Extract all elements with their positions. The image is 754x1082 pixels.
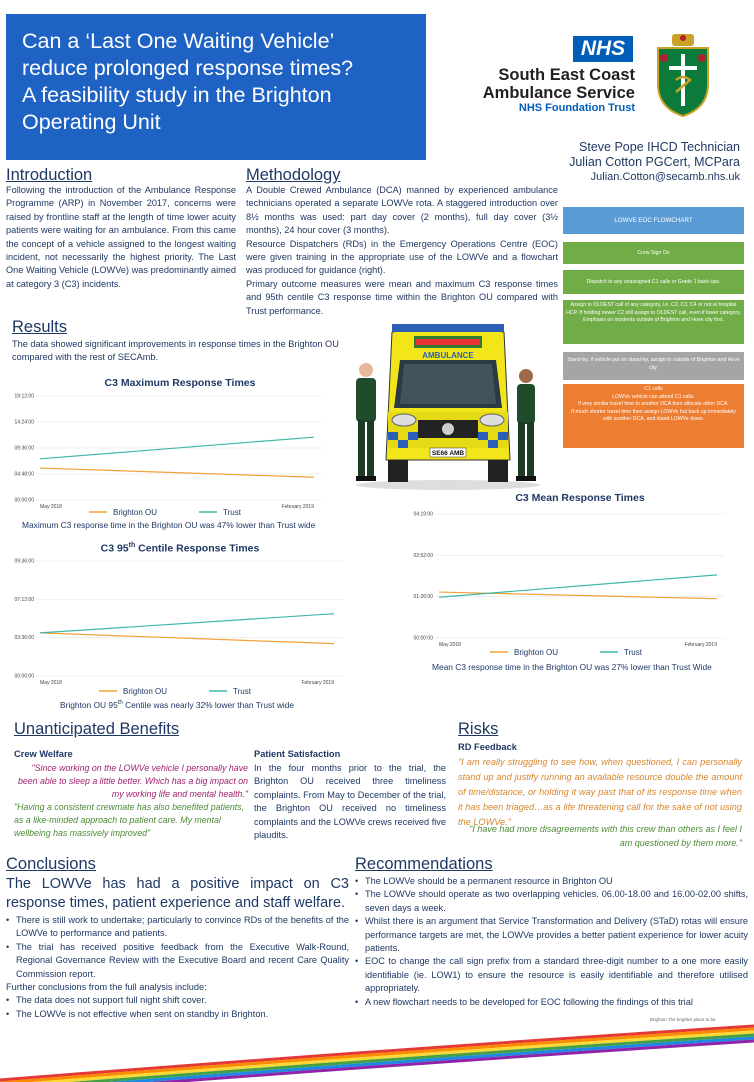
chart-max-title: C3 Maximum Response Times xyxy=(104,377,256,389)
author-block xyxy=(480,140,740,185)
methodology-text xyxy=(246,184,558,318)
y-tick-label: 01:26:00 xyxy=(413,594,433,601)
recommendation-item-2: • The LOWVe should operate as two overlapping vehicles. 06.00-18.00 and 16.00-02.00 shifts, seven days a week. xyxy=(355,888,748,915)
further-item-1: • The data does not support full night shift cover. xyxy=(6,994,349,1007)
y-tick-label: 00:00:00 xyxy=(14,497,34,504)
x-tick-label: February 2019 xyxy=(281,504,314,510)
flowchart-step-sign-on: Crew Sign On xyxy=(563,242,744,264)
conclusions-further: Further conclusions from the full analysis include: xyxy=(6,982,207,993)
chart-max-response xyxy=(10,390,340,518)
chart-mean-caption: Mean C3 response time in the Brighton OU was 27% lower than Trust Wide xyxy=(432,662,712,672)
methodology-paragraph-3: Primary outcome measures were mean and maximum C3 response times and 95th centile C3 response time within the Brighton OU compared with Trust performance. xyxy=(246,278,558,316)
methodology-paragraph-1: A Double Crewed Ambulance (DCA) manned by experienced ambulance technicians operated a separate LOWVe rota. A staggered introduction over 8½ months was used: part day cover (2 months), full day cover (3½ months), 24 hour cover (3 months). xyxy=(246,185,558,236)
ambulance-number-plate: SE66 AMB xyxy=(431,450,465,457)
risks-heading: Risks xyxy=(458,720,499,738)
legend-label: Trust xyxy=(223,508,241,517)
legend-label: Brighton OU xyxy=(514,648,559,657)
x-tick-label: February 2019 xyxy=(684,642,717,648)
risk-quote-1: "I am really struggling to see how, when questioned, I can personally stand up and justify running an available resource double the amount of time/distance, or holding it way past that of its response time when it has been triaged…as a life threatening call for the sake of not using the LOWVe." xyxy=(458,757,742,827)
x-tick-label: February 2019 xyxy=(301,680,334,686)
y-tick-label: 19:12:00 xyxy=(14,393,34,400)
series-line xyxy=(439,592,717,599)
recommendations-heading: Recommendations xyxy=(355,855,493,873)
recommendation-item-4: • EOC to change the call sign prefix from a standard three-digit number to a one more easily identifiable (ie. LOW1) to ensure the resource is easily identifiable and therefore utilised appropriately. xyxy=(355,955,748,995)
results-intro: The data showed significant improvements in response times in the Brighton OU compared with the rest of SECAmb. xyxy=(12,339,339,363)
author-email[interactable]: Julian.Cotton@secamb.nhs.uk xyxy=(590,171,740,183)
org-name xyxy=(480,66,635,102)
chart-95-response xyxy=(10,556,350,696)
y-tick-label: 00:00:00 xyxy=(14,673,34,680)
chart-mean-title: C3 Mean Response Times xyxy=(515,492,645,504)
risk-quote-2: "I have had more disagreements with this crew than others as I feel I am questioned by them more." xyxy=(469,824,742,848)
introduction-text: Following the introduction of the Ambulance Response Programme (ARP) in November 2017, concerns were raised by frontline staff at the length of time lower acuity patients were waiting for an ambulance. From this came the concept of a vehicle assigned to the longest waiting incident, not necessarily the highest priority. The Last One Waiting Vehicle (LOWVe) was predominantly aimed at category 3 (C3) incidents. xyxy=(6,185,236,289)
patient-satisfaction-text: In the four months prior to the trial, the Brighton OU received three timeliness complaints. From May to December of the trial, the Brighton OU received no timeliness complaints and the LOWVe crews received five plaudits. xyxy=(254,763,447,841)
crew-quote-1: "Since working on the LOWVe vehicle I personally have been able to sleep a little better. Which has a big impact on my working life and mental health." xyxy=(18,763,248,799)
rd-feedback-heading: RD Feedback xyxy=(458,742,517,752)
crew-welfare-heading: Crew Welfare xyxy=(14,749,73,759)
conclusions-heading: Conclusions xyxy=(6,855,96,873)
recommendations-list xyxy=(355,875,748,1009)
legend-label: Brighton OU xyxy=(113,508,158,517)
chart-95-title: C3 95th Centile Response Times xyxy=(100,542,260,555)
series-line xyxy=(40,614,334,633)
org-name-line-2: Ambulance Service xyxy=(482,84,635,102)
y-tick-label: 04:48:00 xyxy=(14,471,34,478)
flowchart-step-assign-oldest: Assign to OLDEST call of any category, i.e. C2, C3, C4 or not at hospital HCP. If holding newer C2 still assign to OLDEST call, even if lower category. Emphasis on incidents outside of Brighton and Hove city first. xyxy=(563,300,744,344)
y-tick-label: 14:24:00 xyxy=(14,419,34,426)
poster-title-line-1: Can a ‘Last One Waiting Vehicle’ xyxy=(22,29,335,53)
methodology-heading: Methodology xyxy=(246,166,341,184)
org-subtitle: NHS Foundation Trust xyxy=(518,102,635,114)
series-line xyxy=(40,468,314,477)
patient-satisfaction-heading: Patient Satisfaction xyxy=(254,749,341,759)
footer-tagline: Brighton The brighter place to be xyxy=(650,1017,716,1022)
flowchart-c1-line-1: LOWVe vehicle can attend C1 calls. xyxy=(612,393,695,400)
y-tick-label: 02:52:00 xyxy=(413,552,433,559)
further-item-2: • The LOWVe is not effective when sent on standby in Brighton. xyxy=(6,1008,349,1021)
methodology-paragraph-2: Resource Dispatchers (RDs) in the Emergency Operations Centre (EOC) were given training in the appropriate use of the LOWVe and a flowchart was produced for guidance (right). xyxy=(246,238,558,276)
y-tick-label: 04:19:00 xyxy=(413,511,433,518)
flowchart-step-dispatch: Dispatch to any unassigned C1 calls or Grade 1 back-ups. xyxy=(563,270,744,294)
legend-label: Trust xyxy=(624,648,642,657)
nhs-logo: NHS xyxy=(573,36,633,62)
paramedic-figure-right xyxy=(516,369,536,481)
title-banner xyxy=(6,14,426,160)
x-tick-label: May 2018 xyxy=(40,680,62,686)
poster-title-line-2: reduce prolonged response times? xyxy=(22,56,354,80)
ambulance-illustration xyxy=(348,320,548,492)
recommendation-item-5: • A new flowchart needs to be developed for EOC following the findings of this trial xyxy=(355,996,748,1009)
y-tick-label: 09:36:00 xyxy=(14,558,34,565)
poster-title-line-3: A feasibility study in the Brighton xyxy=(22,83,332,107)
chart-95-caption: Brighton OU 95th Centile was nearly 32% lower than Trust wide xyxy=(60,700,295,710)
author-1: Steve Pope IHCD Technician xyxy=(579,140,740,154)
flowchart-step-standby: Stand-by. If vehicle put on stand-by, assign to outside of Brighton and Hove city. xyxy=(563,352,744,380)
y-tick-label: 00:00:00 xyxy=(413,635,433,642)
org-name-line-1: South East Coast xyxy=(498,66,635,84)
recommendations-body xyxy=(355,875,748,1009)
flowchart-c1-title: C1 calls xyxy=(644,386,663,392)
x-tick-label: May 2018 xyxy=(40,504,62,510)
y-tick-label: 03:36:00 xyxy=(14,635,34,642)
conclusion-item-1: • There is still work to undertake; particularly to convince RDs of the benefits of the LOWVe to performance and patients. xyxy=(6,914,349,941)
conclusions-lead: The LOWVe has had a positive impact on C3 response times, patient experience and staff welfare. xyxy=(6,876,349,911)
legend-label: Trust xyxy=(233,687,251,696)
paramedic-figure-left xyxy=(356,363,376,481)
series-line xyxy=(40,633,334,644)
series-line xyxy=(439,575,717,597)
conclusions-body xyxy=(6,914,349,1021)
flowchart-c1-line-2: If very similar travel time to another DCA then allocate other DCA. xyxy=(578,401,729,408)
legend-label: Brighton OU xyxy=(123,687,168,696)
recommendation-item-1: • The LOWVe should be a permanent resource in Brighton OU xyxy=(355,875,748,888)
ambulance-bonnet-text: AMBULANCE xyxy=(422,351,474,360)
y-tick-label: 07:12:00 xyxy=(14,596,34,603)
results-heading: Results xyxy=(12,318,68,336)
ambulance-service-crest-icon xyxy=(652,32,714,118)
author-2: Julian Cotton PGCert, MCPara xyxy=(569,155,740,169)
flowchart-title: LOWVE EOC FLOWCHART xyxy=(563,207,744,234)
x-tick-label: May 2018 xyxy=(439,642,461,648)
poster-title-line-4: Operating Unit xyxy=(22,110,161,134)
recommendation-item-3: • Whilst there is an argument that Service Transformation and Delivery (STaD) rotas will ensure performance targets are met, the LOWVe provides a better patient experience for lower acuity patients. xyxy=(355,915,748,955)
y-tick-label: 09:36:00 xyxy=(14,445,34,452)
chart-max-caption: Maximum C3 response time in the Brighton OU was 47% lower than Trust wide xyxy=(22,520,316,530)
rainbow-swoosh xyxy=(0,1008,754,1082)
flowchart-c1-line-3: If much shorter travel time then assign LOWVe but back up immediately with another DCA, and stand LOWVe down. xyxy=(571,408,736,423)
conclusion-item-2: • The trial has received positive feedback from the Executive Walk-Round, Regional Governance Review with the Executive Board and recent Care Quality Commission report. xyxy=(6,941,349,981)
conclusions-list xyxy=(6,914,349,981)
crew-quote-2: "Having a consistent crewmate has also benefited patients, as a like-minded approach to patient care. My mental wellbeing has massively improved" xyxy=(14,802,245,838)
introduction-heading: Introduction xyxy=(6,166,93,184)
unanticipated-heading: Unanticipated Benefits xyxy=(14,720,180,738)
flowchart-step-c1-calls xyxy=(563,384,744,448)
chart-mean-response xyxy=(405,506,745,658)
